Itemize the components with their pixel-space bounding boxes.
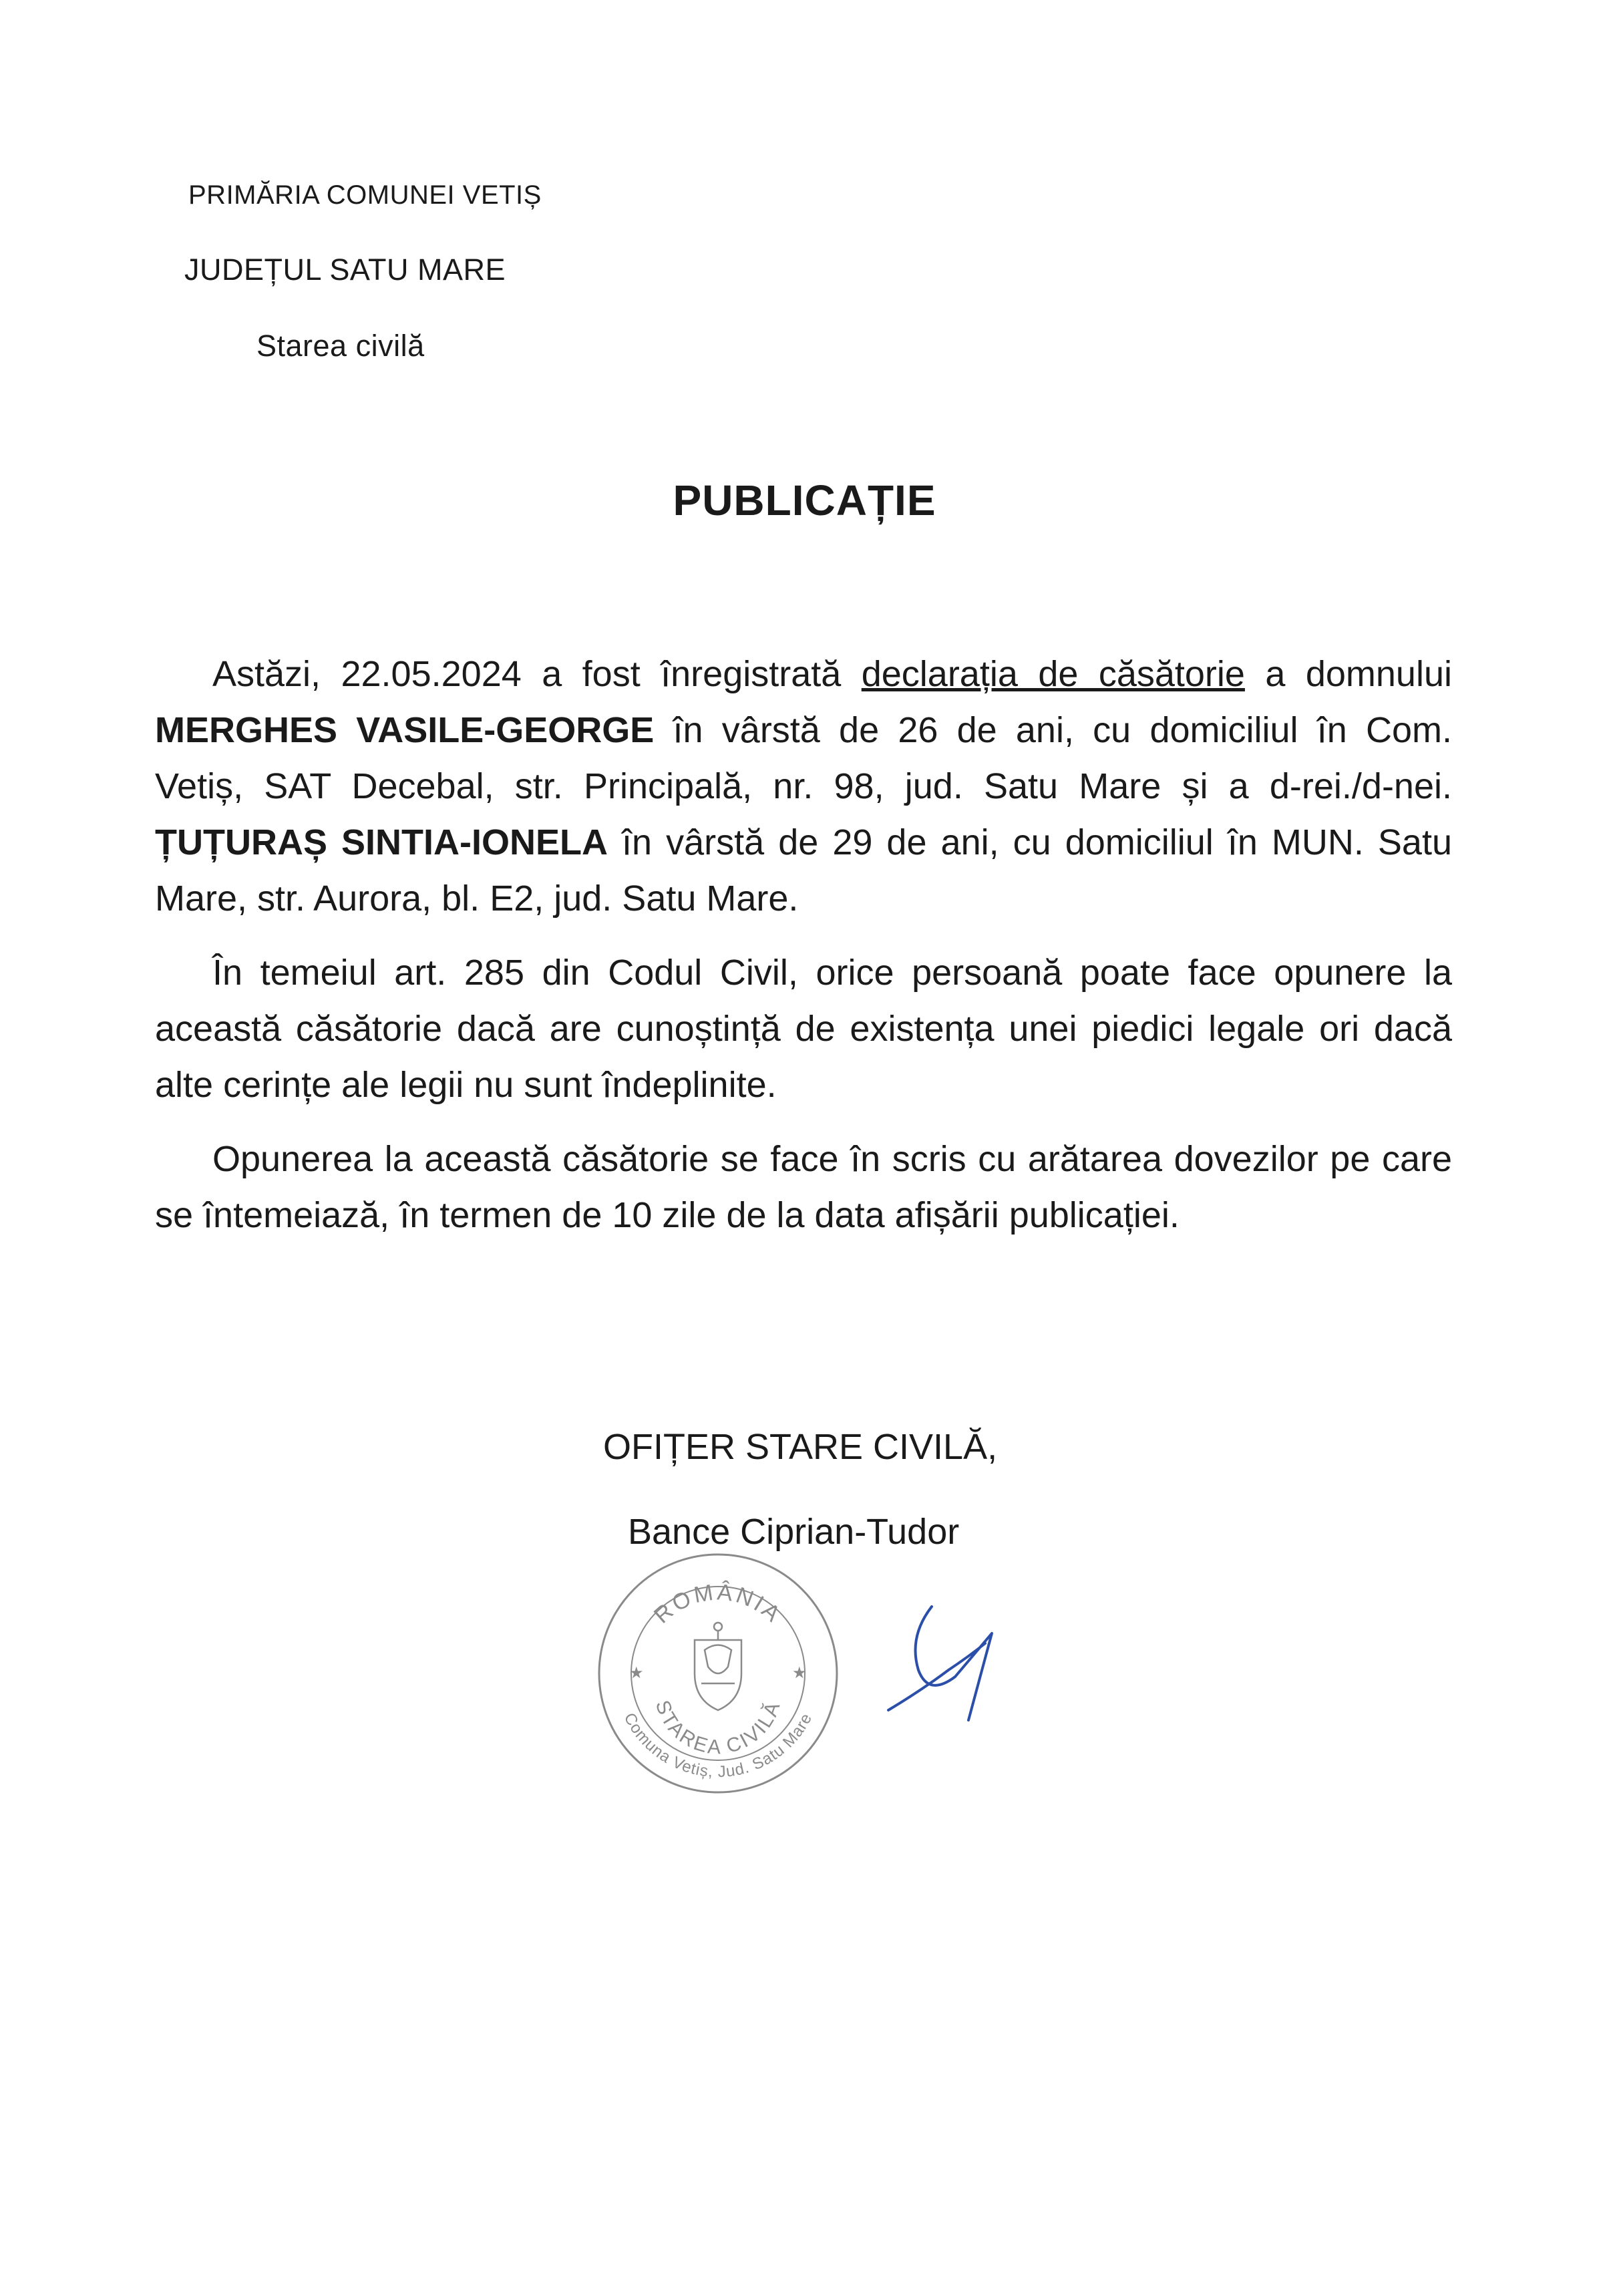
stamp-middle-text: STAREA CIVILĂ bbox=[651, 1697, 785, 1759]
paragraph-declaration bbox=[155, 646, 1452, 927]
official-stamp bbox=[594, 1550, 842, 1797]
coat-of-arms-icon bbox=[695, 1623, 741, 1710]
groom-name: MERGHES VASILE-GEORGE bbox=[155, 710, 655, 750]
p1-text-2: a domnului bbox=[1244, 654, 1452, 694]
p1-text-4: în vârstă de 29 de ani, cu domiciliul în MUN. Satu Mare, str. Aurora, bl. E2, jud. Satu Mare. bbox=[155, 822, 1453, 919]
paragraph-opposition: Opunerea la această căsătorie se face în scris cu arătarea dovezilor pe care se întemeiază, în termen de 10 zile de la data afișării publicației. bbox=[155, 1139, 1452, 1235]
svg-text:STAREA CIVILĂ bbox=[651, 1697, 785, 1758]
bride-name: ȚUȚURAȘ SINTIA-IONELA bbox=[155, 822, 608, 862]
header-department: Starea civilă bbox=[256, 329, 425, 363]
p1-text-3: în vârstă de 26 de ani, cu domiciliul în Com. Vetiș, SAT Decebal, str. Principală, nr. 98, jud. Satu Mare și a d-rei./d-nei. bbox=[155, 710, 1452, 806]
document-title: PUBLICAȚIE bbox=[673, 476, 936, 524]
stamp-top-text: ROMÂNIA bbox=[649, 1579, 787, 1629]
header-institution: PRIMĂRIA COMUNEI VETIȘ bbox=[188, 180, 542, 210]
svg-text:ROMÂNIA bbox=[649, 1579, 787, 1628]
header-county: JUDEȚUL SATU MARE bbox=[184, 253, 506, 287]
stamp-star-left: ★ bbox=[629, 1664, 644, 1682]
stamp-outer-text: Comuna Vetiș, Jud. Satu Mare bbox=[620, 1709, 816, 1782]
declaration-link-text: declarația de căsătorie bbox=[861, 654, 1245, 694]
signer-title: OFIȚER STARE CIVILĂ, bbox=[603, 1427, 998, 1467]
stamp-star-right: ★ bbox=[792, 1664, 807, 1682]
signer-name: Bance Ciprian-Tudor bbox=[628, 1512, 960, 1552]
paragraph-legal-basis: În temeiul art. 285 din Codul Civil, orice persoană poate face opunere la această căsătorie dacă are cunoștință de existența unei piedici legale ori dacă alte cerințe ale legii nu sunt îndeplinite. bbox=[155, 953, 1452, 1105]
handwritten-signature bbox=[868, 1597, 1015, 1730]
p1-text-1: Astăzi, 22.05.2024 a fost înregistrată bbox=[212, 654, 862, 694]
